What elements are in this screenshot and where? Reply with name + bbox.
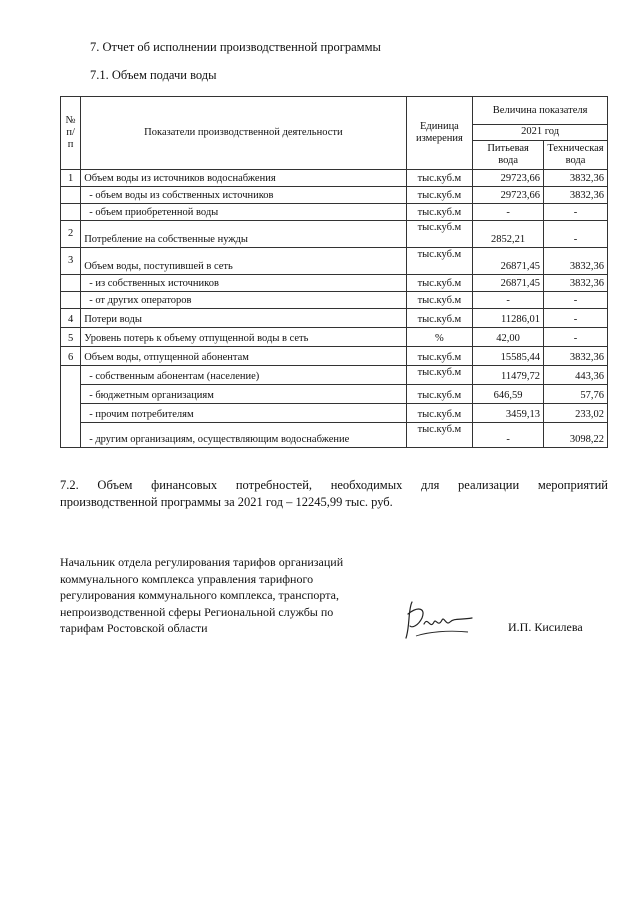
table-row: - объем приобретенной воды тыс.куб.м - - xyxy=(61,204,608,221)
signatory-title: Начальник отдела регулирования тарифов организаций коммунального комплекса управления тарифного регулирования коммунального комплекса, транспорта, непроизводственной сферы Региональной службы по тарифам Ростовской области xyxy=(60,555,344,635)
table-row: 1 Объем воды из источников водоснабжения тыс.куб.м 29723,66 3832,36 xyxy=(61,170,608,187)
header-indicator: Показатели производственной деятельности xyxy=(81,97,406,170)
table-row: - другим организациям, осуществляющим водоснабжение тыс.куб.м - 3098,22 xyxy=(61,423,608,448)
table-row: 3 Объем воды, поступившей в сеть тыс.куб.м 26871,45 3832,36 xyxy=(61,248,608,275)
paragraph-line-2: производственной программы за 2021 год – 12245,99 тыс. руб. xyxy=(60,495,393,509)
table-row: 2 Потребление на собственные нужды тыс.куб.м 2852,21 - xyxy=(61,221,608,248)
signatory-name: И.П. Кисилева xyxy=(508,620,583,634)
table-row: 6 Объем воды, отпущенной абонентам тыс.куб.м 15585,44 3832,36 xyxy=(61,347,608,366)
header-year: 2021 год xyxy=(473,125,608,141)
handwritten-signature xyxy=(398,596,478,644)
header-unit: Единица измерения xyxy=(406,97,473,170)
section-heading: 7. Отчет об исполнении производственной программы xyxy=(90,40,381,54)
header-num: № п/п xyxy=(61,97,81,170)
table-row: - объем воды из собственных источников тыс.куб.м 29723,66 3832,36 xyxy=(61,187,608,204)
header-drinking: Питьевая вода xyxy=(473,140,544,169)
paragraph-line-1: 7.2. Объем финансовых потребностей, необходимых для реализации мероприятий xyxy=(60,478,608,492)
table-row: - собственным абонентам (население) тыс.куб.м 11479,72 443,36 xyxy=(61,366,608,385)
table-row: - бюджетным организациям тыс.куб.м 646,59 57,76 xyxy=(61,385,608,404)
header-value: Величина показателя xyxy=(473,97,608,125)
table-row: - прочим потребителям тыс.куб.м 3459,13 233,02 xyxy=(61,404,608,423)
water-supply-table xyxy=(60,96,608,448)
table-row: - от других операторов тыс.куб.м - - xyxy=(61,292,608,309)
header-technical: Техническая вода xyxy=(543,140,607,169)
table-row: 4 Потери воды тыс.куб.м 11286,01 - xyxy=(61,309,608,328)
subsection-heading: 7.1. Объем подачи воды xyxy=(90,68,217,82)
table-row: 5 Уровень потерь к объему отпущенной воды в сеть % 42,00 - xyxy=(61,328,608,347)
table-row: - из собственных источников тыс.куб.м 26871,45 3832,36 xyxy=(61,275,608,292)
financial-needs-paragraph xyxy=(60,477,608,511)
